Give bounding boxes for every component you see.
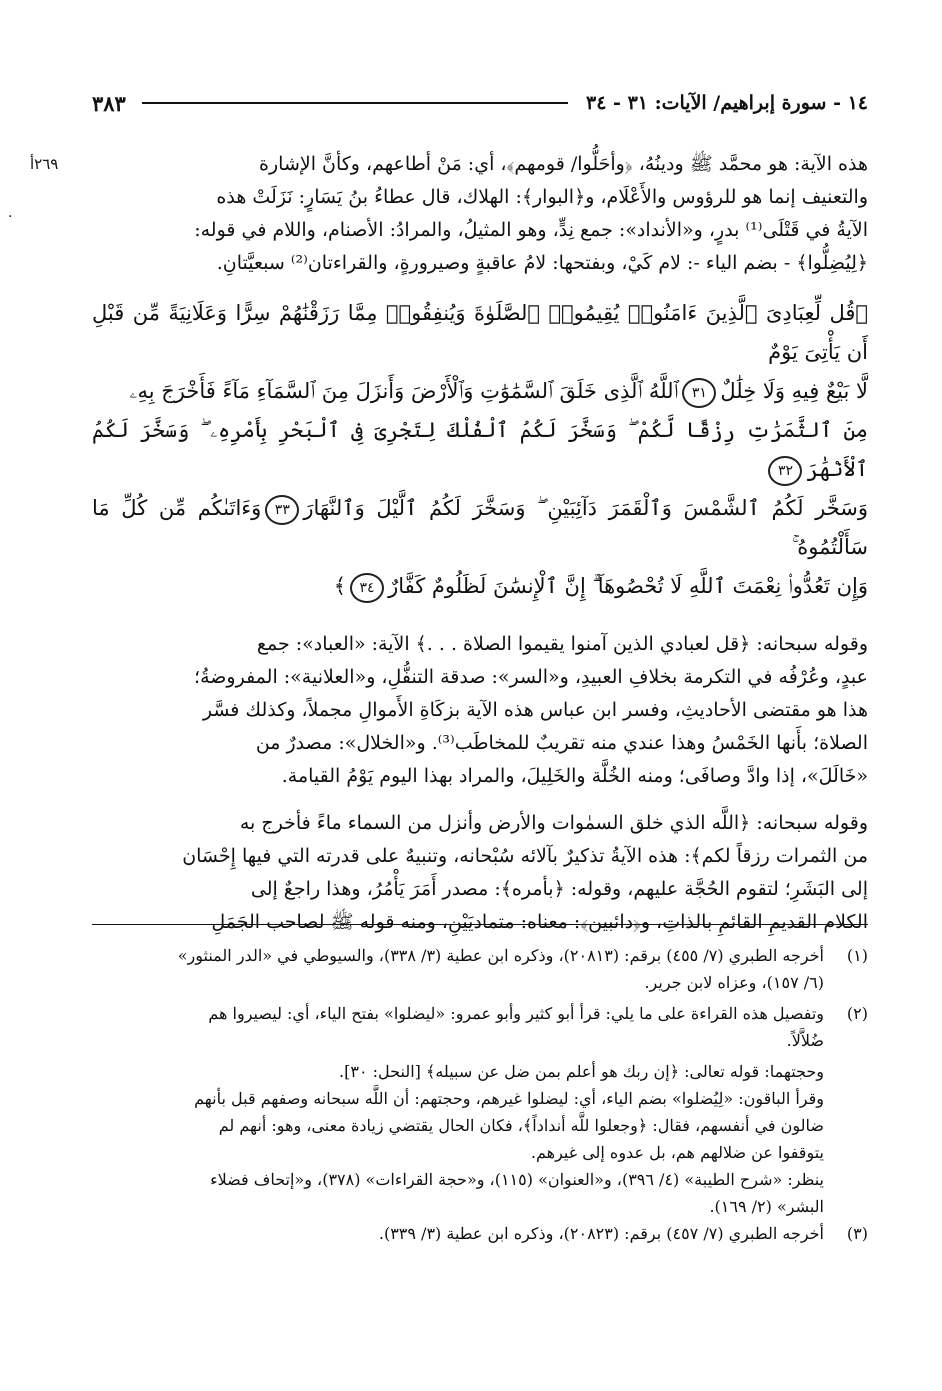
- text-line: الكلام القديمِ القائمِ بالذاتِ، و﴿دائبين﴾: معناه: متماديَيْنِ، ومنه قوله ﷺ لصاحب الجَمَلِ: [211, 911, 868, 933]
- footnote-text: [92, 1000, 824, 1054]
- text-line: إلى البَشَرِ؛ لتقوم الحُجَّة عليهم، وقوله: ﴿بأمره﴾: مصدر أَمَرَ يَأْمُرُ، وهذا راجعٌ إلى: [250, 878, 868, 900]
- verse-segment: ٱللَّهُ ٱلَّذِى خَلَقَ ٱلسَّمَٰوَٰتِ وَٱلْأَرْضَ وَأَنزَلَ مِنَ ٱلسَّمَآءِ مَآءً فَأَخْرَجَ بِهِۦ: [129, 379, 679, 403]
- main-text: [92, 148, 868, 953]
- footnote-line: يتوقفوا عن ضلالهم هم، بل عدوه إلى غيرهم.: [530, 1143, 824, 1162]
- verse-segment: لَّا بَيْعٌ فِيهِ وَلَا خِلَٰلٌ: [720, 379, 868, 403]
- footnote-line: وقرأ الباقون: «لِيُضلوا» بضم الياء، أي: ليضلوا غيرهم، وحجتهم: أن اللَّه سبحانه وصفهم قبل بأنهم: [194, 1089, 824, 1108]
- footnote-line: ينظر: «شرح الطيبة» (٤/ ٣٩٦)، و«العنوان» (١١٥)، و«حجة القراءات» (٣٧٨)، و«إتحاف فضلاء: [210, 1170, 824, 1189]
- footnote-line: وحجتهما: قوله تعالى: ﴿إن ربك هو أعلم بمن ضل عن سبيله﴾ [النحل: ٣٠].: [339, 1062, 824, 1081]
- footnote-number: (٢): [846, 1004, 868, 1023]
- footnote-line: وتفصيل هذه القراءة على ما يلي: قرأ أبو كثير وأبو عمرو: «ليضلوا» بفتح الياء، أي: ليصيروا هم: [208, 1004, 824, 1023]
- verse-segment: وَإِن تَعُدُّوا۟ نِعْمَتَ ٱللَّهِ لَا تُحْصُوهَآ ۗ إِنَّ ٱلْإِنسَٰنَ لَظَلُومٌ كَفَّارٌ: [388, 574, 868, 598]
- verse-segment: وَسَخَّر لَكُمُ ٱلشَّمْسَ وَٱلْقَمَرَ دَآئِبَيْنِ ۖ وَسَخَّرَ لَكُمُ ٱلَّيْلَ وَٱلنَّهَارَ: [303, 496, 868, 520]
- paragraph: [92, 628, 868, 793]
- text-line: الصلاة؛ بأَنها الخَمْسُ وهذا عندي منه تقريبٌ للمخاطَب⁽³⁾. و«الخلال»: مصدرٌ من: [255, 732, 868, 754]
- text-line: عبدٍ، وعُرْفُه في التكرمة بخلافِ العبيدِ، و«السر»: صدقة التنفُّلِ، و«العلانية»: المفروضةُ؛: [194, 666, 868, 688]
- text-line: وقوله سبحانه: ﴿اللَّه الذي خلق السمٰوات والأرض وأنزل من السماء ماءً فأخرج به: [239, 812, 868, 834]
- verse-line: [92, 567, 868, 606]
- paragraph: [92, 807, 868, 939]
- stray-mark: .: [8, 205, 13, 221]
- footnotes: [92, 942, 868, 1251]
- text-line: الآيةُ في قَتْلَى⁽¹⁾ بدرٍ، و«الأنداد»: جمع نِدٍّ، وهو المثيلُ، والمرادُ: الأصنام، واللام في قوله:: [194, 219, 868, 241]
- verse-line: [92, 372, 868, 411]
- verse-line: [92, 489, 868, 567]
- text-line: من الثمرات رزقاً لكم﴾: هذه الآيةُ تذكيرٌ بآلائه سُبْحانه، وتنبيهٌ على قدرته التي فيها إِحْسَان: [182, 845, 868, 867]
- footnote-separator: [92, 924, 868, 925]
- text-line: والتعنيف إنما هو للرؤوس والأَعْلَام، و﴿البوار﴾: الهلاك، قال عطاءُ بنُ يَسَارٍ: نَزَلَتْ هذه: [216, 186, 868, 208]
- verse-segment: مِنَ ٱلثَّمَرَٰتِ رِزْقًا لَّكُمْ ۖ وَسَخَّرَ لَكُمُ ٱلْفُلْكَ لِتَجْرِىَ فِى ٱلْبَحْرِ بِأَمْرِهِۦ ۖ وَسَخَّرَ لَكُمُ ٱلْأَنْهَٰرَ: [92, 418, 868, 481]
- footnote-number: (٣): [846, 1224, 868, 1243]
- text-line: ﴿لِيُضِلُّوا﴾ - بضم الياء -: لام كَيْ، وبفتحها: لامُ عاقبةٍ وصيرورةٍ، والقراءتان⁽²⁾ سبعيَّتانِ.: [216, 252, 868, 274]
- ayah-number-mark: ٣١: [682, 378, 716, 408]
- page-number: ٣٨٣: [92, 90, 126, 116]
- running-header: [92, 86, 868, 120]
- text-line: وقوله سبحانه: ﴿قل لعبادي الذين آمنوا يقيموا الصلاة . . .﴾ الآية: «العباد»: جمع: [256, 633, 868, 655]
- footnote: [92, 1220, 868, 1247]
- verse-segment: وَءَاتَىٰكُم مِّن كُلِّ مَا سَأَلْتُمُوهُ ۚ: [92, 496, 868, 559]
- chapter-title: ١٤ - سورة إبراهيم/ الآيات: ٣١ - ٣٤: [586, 92, 868, 114]
- verse-line: [92, 411, 868, 489]
- footnote: [92, 942, 868, 996]
- ayah-number-mark: ٣٢: [768, 456, 802, 486]
- text-line: هذه الآية: هو محمَّد ﷺ ودينُهُ، ﴿وأحَلُّوا/ قومهم﴾، أي: مَنْ أطاعهم، وكأنَّ الإشارة: [259, 153, 868, 175]
- footnote-line: (٦/ ١٥٧)، وعزاه لابن جرير.: [644, 973, 824, 992]
- header-rule: [142, 102, 568, 104]
- paragraph: [92, 148, 868, 280]
- verse-line: ﴿قُل لِّعِبَادِىَ ٱلَّذِينَ ءَامَنُوا۟ يُقِيمُوا۟ ٱلصَّلَوٰةَ وَيُنفِقُوا۟ مِمَّا رَزَقْنَٰهُمْ سِرًّا وَعَلَانِيَةً مِّن قَبْلِ أَن يَأْتِىَ يَوْمٌ: [92, 301, 868, 364]
- verse-close-bracket: ﴾: [333, 574, 347, 598]
- footnote-line: البشر» (٢/ ١٦٩).: [709, 1197, 824, 1216]
- margin-manuscript-ref: ٢٦٩أ: [30, 155, 59, 173]
- ayah-number-mark: ٣٣: [265, 495, 299, 525]
- text-line: «خَالَلَ»، إذا وادَّ وصافَى؛ ومنه الخُلَّة والخَلِيلَ، والمراد بهذا اليوم يَوْمُ القيامة.: [281, 765, 868, 787]
- footnote-line: أخرجه الطبري (٧/ ٤٥٥) برقم: (٢٠٨١٣)، وذكره ابن عطية (٣/ ٣٣٨)، والسيوطي في «الدر المنثور»: [177, 946, 824, 965]
- footnote-number: (١): [846, 946, 868, 965]
- footnote-line: ضُلاَّلاً.: [786, 1031, 824, 1050]
- footnote-line: أخرجه الطبري (٧/ ٤٥٧) برقم: (٢٠٨٢٣)، وذكره ابن عطية (٣/ ٣٣٩).: [378, 1224, 824, 1243]
- footnote-line: ضالون في أنفسهم، فقال: ﴿وجعلوا للَّه أنداداً﴾، فكان الحال يقتضي زيادة معنى، وهو: أنهم لم: [218, 1116, 824, 1135]
- ayah-number-mark: ٣٤: [350, 573, 384, 603]
- footnote: [92, 1000, 868, 1054]
- footnote-text: [92, 942, 824, 996]
- footnote-text: [92, 1220, 824, 1247]
- quran-verse-block: [92, 294, 868, 606]
- footnote-continuation: [92, 1058, 868, 1220]
- text-line: هذا هو مقتضى الأحاديثِ، وفسر ابن عباس هذه الآية بزكَاةِ الأَموالِ مجملاً، وكذلك فسَّر: [202, 699, 868, 721]
